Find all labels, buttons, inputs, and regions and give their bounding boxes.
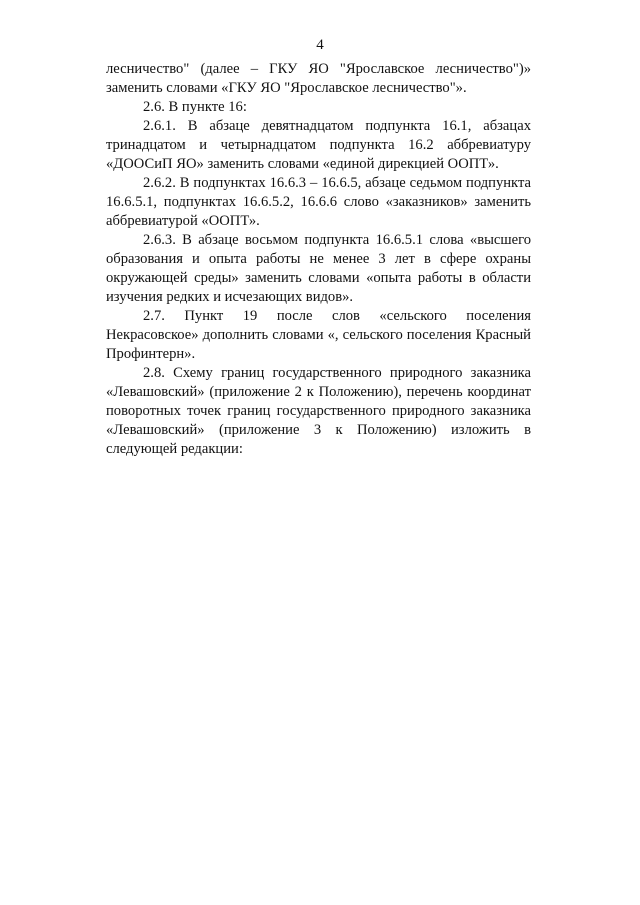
paragraph-continuation: лесничество" (далее – ГКУ ЯО "Ярославское лесничество")» заменить словами «ГКУ ЯО "Ярославское лесничество"». (106, 61, 531, 96)
paragraph-2-6-1: 2.6.1. В абзаце девятнадцатом подпункта 16.1, абзацах тринадцатом и четырнадцатом подпункта 16.2 аббревиатуру «ДООСиП ЯО» заменить словами «единой дирекцией ООПТ». (106, 118, 531, 172)
paragraph-2-8: 2.8. Схему границ государственного природного заказника «Левашовский» (приложение 2 к Положению), перечень координат поворотных точек границ государственного природного заказника «Левашовский» (приложение 3 к Положению) изложить в следующей редакции: (106, 365, 531, 457)
page-number: 4 (316, 37, 324, 53)
paragraph-2-7: 2.7. Пункт 19 после слов «сельского поселения Некрасовское» дополнить словами «, сельского поселения Красный Профинтерн». (106, 308, 531, 362)
paragraph-2-6-3: 2.6.3. В абзаце восьмом подпункта 16.6.5.1 слова «высшего образования и опыта работы не менее 3 лет в сфере охраны окружающей среды» заменить словами «опыта работы в области изучения редких и исчезающих видов». (106, 232, 531, 305)
document-body (106, 60, 531, 459)
paragraph-2-6-2: 2.6.2. В подпунктах 16.6.3 – 16.6.5, абзаце седьмом подпункта 16.6.5.1, подпунктах 16.6.5.2, 16.6.6 слово «заказников» заменить аббревиатурой «ООПТ». (106, 175, 531, 229)
paragraph-2-6: 2.6. В пункте 16: (143, 99, 247, 115)
